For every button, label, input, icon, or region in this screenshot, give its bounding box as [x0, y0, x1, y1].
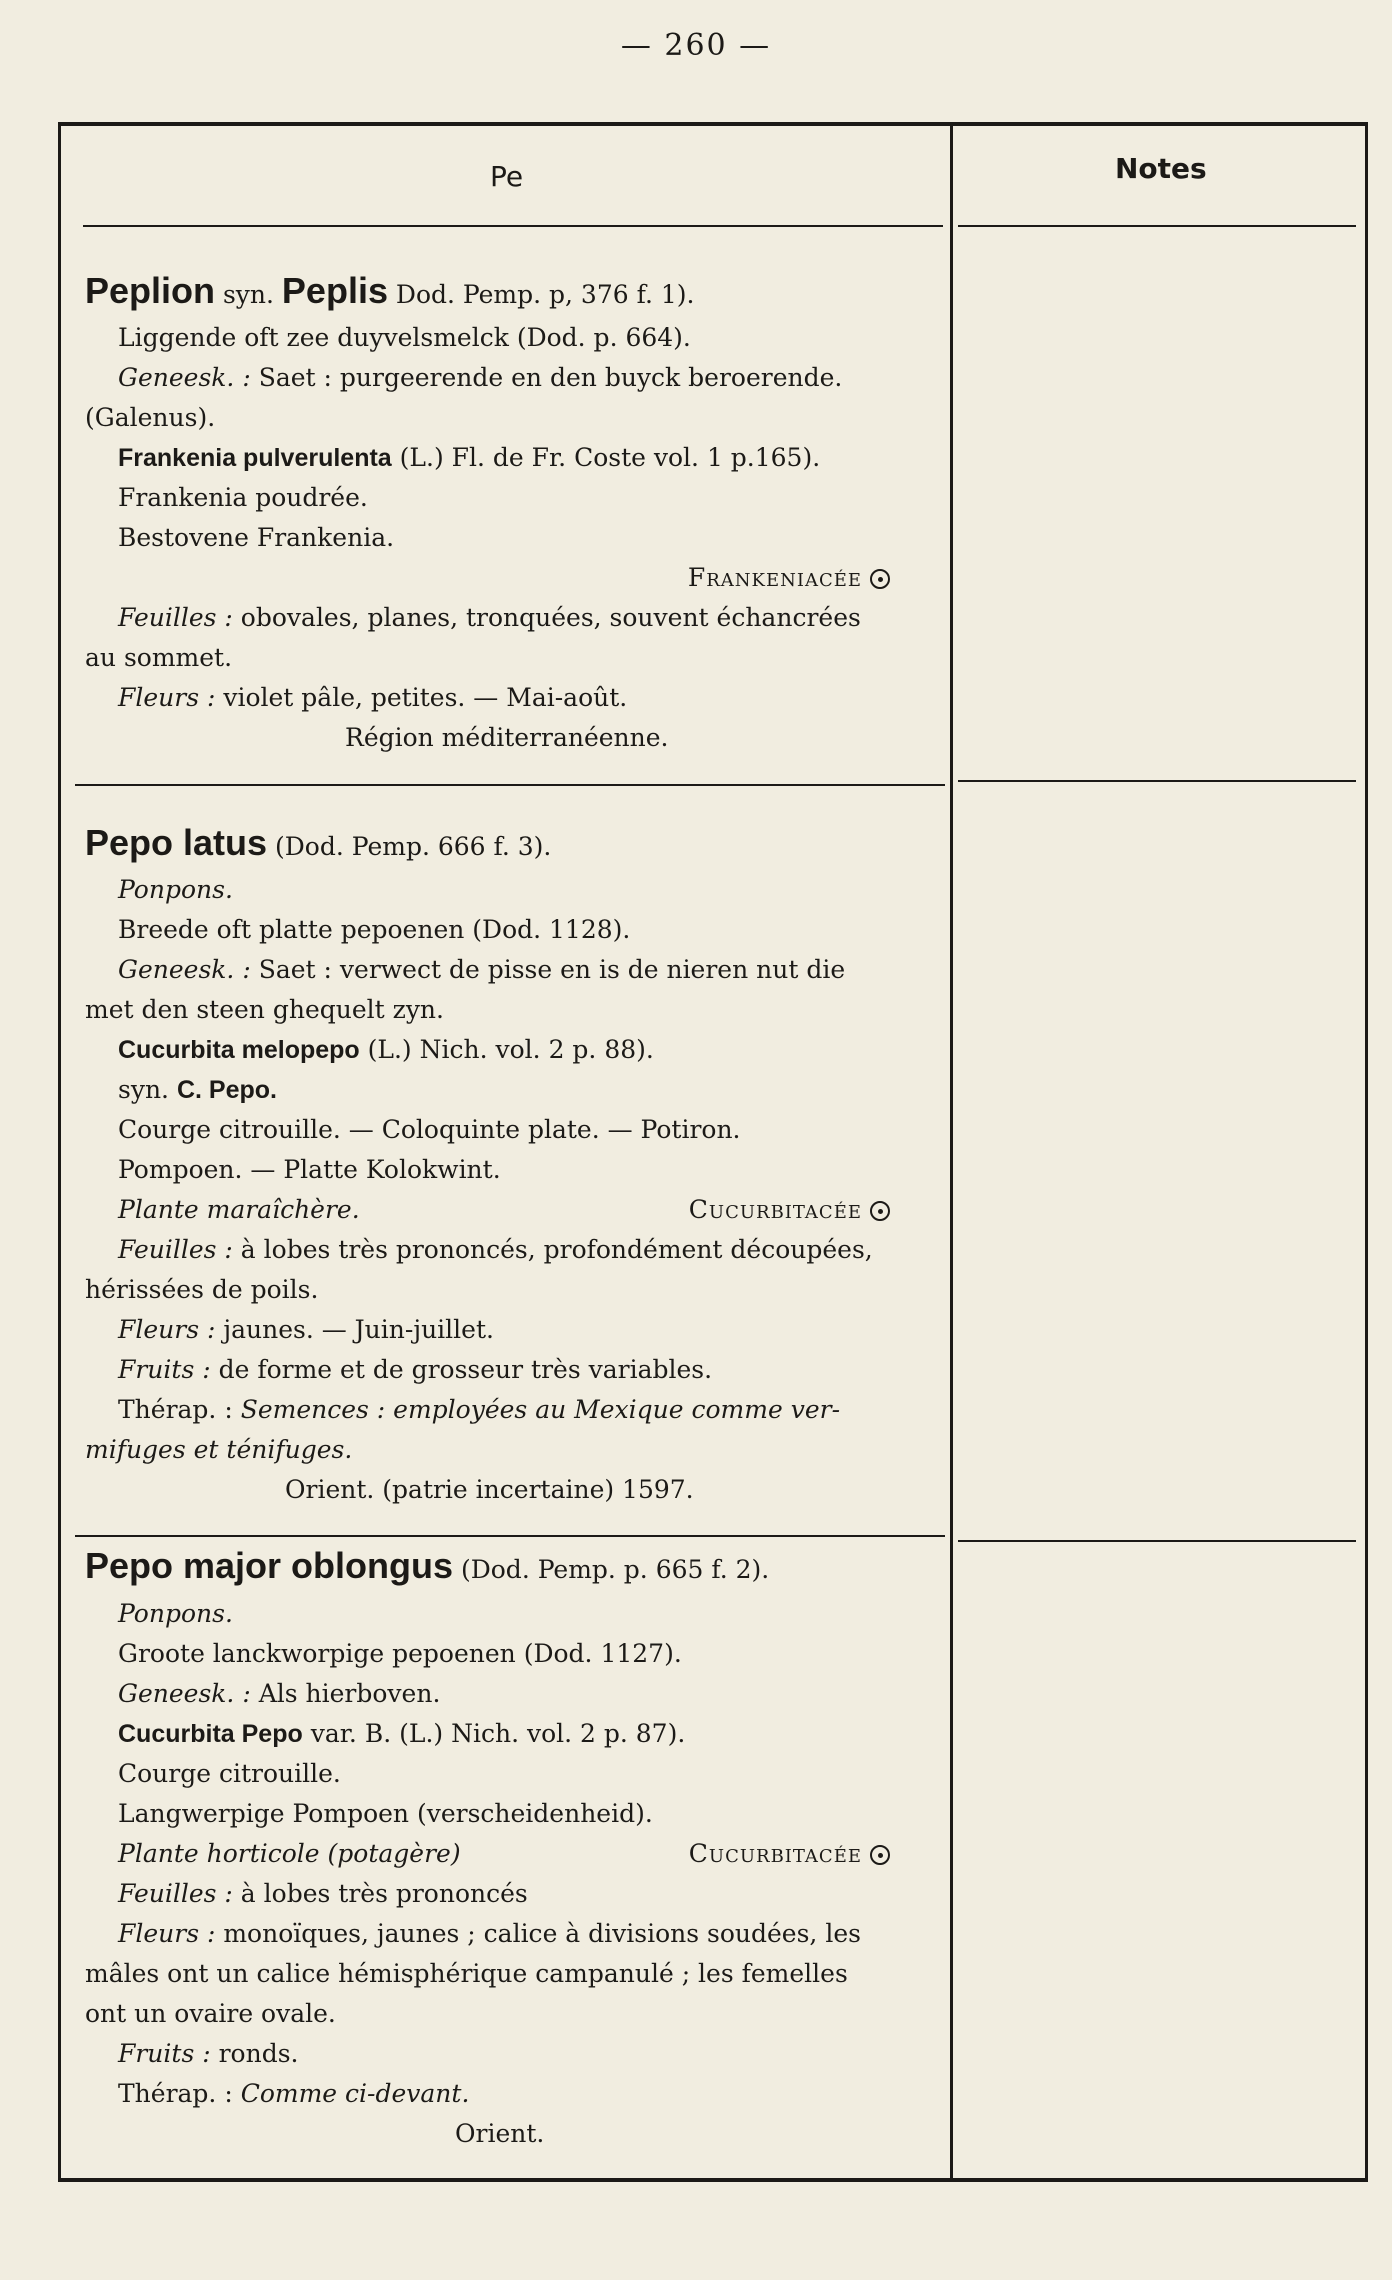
header-pe: Pe	[490, 160, 524, 193]
entry-line: ont un ovaire ovale.	[85, 1999, 336, 2028]
notes-separator	[958, 1540, 1356, 1542]
page-number: — 260 —	[620, 28, 772, 63]
entry-line: Ponpons.	[118, 1599, 233, 1628]
entry-line: Langwerpige Pompoen (verscheidenheid).	[118, 1799, 653, 1828]
entry-reference: (Dod. Pemp. p. 665 f. 2).	[453, 1555, 770, 1584]
entry-line: mâles ont un calice hémisphérique campanulé ; les femelles	[85, 1959, 848, 1988]
header-rule-right	[958, 225, 1356, 227]
entry-line: Pompoen. — Platte Kolokwint.	[118, 1155, 501, 1184]
region-line: Région méditerranéenne.	[345, 723, 669, 752]
entry-line: mifuges et ténifuges.	[85, 1435, 353, 1464]
entry-line: Cucurbita melopepo (L.) Nich. vol. 2 p. 88).	[118, 1035, 654, 1064]
entry-line: Fleurs : violet pâle, petites. — Mai-août.	[118, 683, 628, 712]
entry-separator	[75, 784, 945, 786]
family-label: Plante maraîchère. Cucurbitacée	[85, 1190, 935, 1230]
entry-title-2: Peplis	[281, 270, 388, 311]
annual-symbol-icon	[870, 1845, 890, 1865]
entry-line: Frankenia poudrée.	[118, 483, 368, 512]
entry-line: (Galenus).	[85, 403, 216, 432]
entry-title: Peplion	[85, 270, 216, 311]
entry-line: Thérap. : Semences : employées au Mexique comme ver-	[118, 1395, 841, 1424]
family-label: Frankeniacée	[85, 558, 935, 598]
entry-syn: syn.	[215, 280, 282, 309]
entry-line: Frankenia pulverulenta (L.) Fl. de Fr. Coste vol. 1 p.165).	[118, 443, 821, 472]
entry-line: Courge citrouille. — Coloquinte plate. — Potiron.	[118, 1115, 741, 1144]
entry-line: Thérap. : Comme ci-devant.	[118, 2079, 470, 2108]
entry-line: Geneesk. : Saet : verwect de pisse en is de nieren nut die	[118, 955, 846, 984]
entry-pepo-latus	[85, 820, 935, 1510]
entry-line: Feuilles : à lobes très prononcés	[118, 1879, 528, 1908]
notes-separator	[958, 780, 1356, 782]
annual-symbol-icon	[870, 1201, 890, 1221]
entry-line: Geneesk. : Als hierboven.	[118, 1679, 441, 1708]
entry-line: Breede oft platte pepoenen (Dod. 1128).	[118, 915, 631, 944]
entry-title: Pepo major oblongus	[85, 1545, 454, 1586]
region-line: Orient. (patrie incertaine) 1597.	[285, 1475, 694, 1504]
entry-line: Fruits : de forme et de grosseur très variables.	[118, 1355, 713, 1384]
entry-reference: Dod. Pemp. p, 376 f. 1).	[387, 280, 695, 309]
entry-separator	[75, 1535, 945, 1537]
family-label: Plante horticole (potagère) Cucurbitacée	[85, 1834, 935, 1874]
entry-line: Fruits : ronds.	[118, 2039, 299, 2068]
entry-title: Pepo latus	[85, 822, 268, 863]
entry-line: Groote lanckworpige pepoenen (Dod. 1127).	[118, 1639, 682, 1668]
entry-line: Cucurbita Pepo var. B. (L.) Nich. vol. 2 p. 87).	[118, 1719, 686, 1748]
entry-line: au sommet.	[85, 643, 233, 672]
entry-reference: (Dod. Pemp. 666 f. 3).	[267, 832, 552, 861]
annual-symbol-icon	[870, 569, 890, 589]
region-line: Orient.	[455, 2119, 545, 2148]
entry-line: hérissées de poils.	[85, 1275, 319, 1304]
entry-line: Courge citrouille.	[118, 1759, 341, 1788]
entry-peplion	[85, 268, 935, 758]
entry-pepo-major-oblongus	[85, 1542, 935, 2154]
entry-line: Ponpons.	[118, 875, 233, 904]
header-rule-left	[83, 225, 943, 227]
entry-line: Liggende oft zee duyvelsmelck (Dod. p. 664).	[118, 323, 691, 352]
header-notes: Notes	[1115, 152, 1207, 185]
entry-line: Geneesk. : Saet : purgeerende en den buyck beroerende.	[118, 363, 843, 392]
entry-line: Bestovene Frankenia.	[118, 523, 395, 552]
entry-line: syn. C. Pepo.	[118, 1075, 277, 1104]
entry-line: Feuilles : à lobes très prononcés, profondément découpées,	[118, 1235, 873, 1264]
entry-line: Fleurs : monoïques, jaunes ; calice à divisions soudées, les	[118, 1919, 861, 1948]
entry-line: met den steen ghequelt zyn.	[85, 995, 444, 1024]
entry-line: Feuilles : obovales, planes, tronquées, souvent échancrées	[118, 603, 861, 632]
entry-line: Fleurs : jaunes. — Juin-juillet.	[118, 1315, 494, 1344]
column-divider	[950, 122, 953, 2182]
